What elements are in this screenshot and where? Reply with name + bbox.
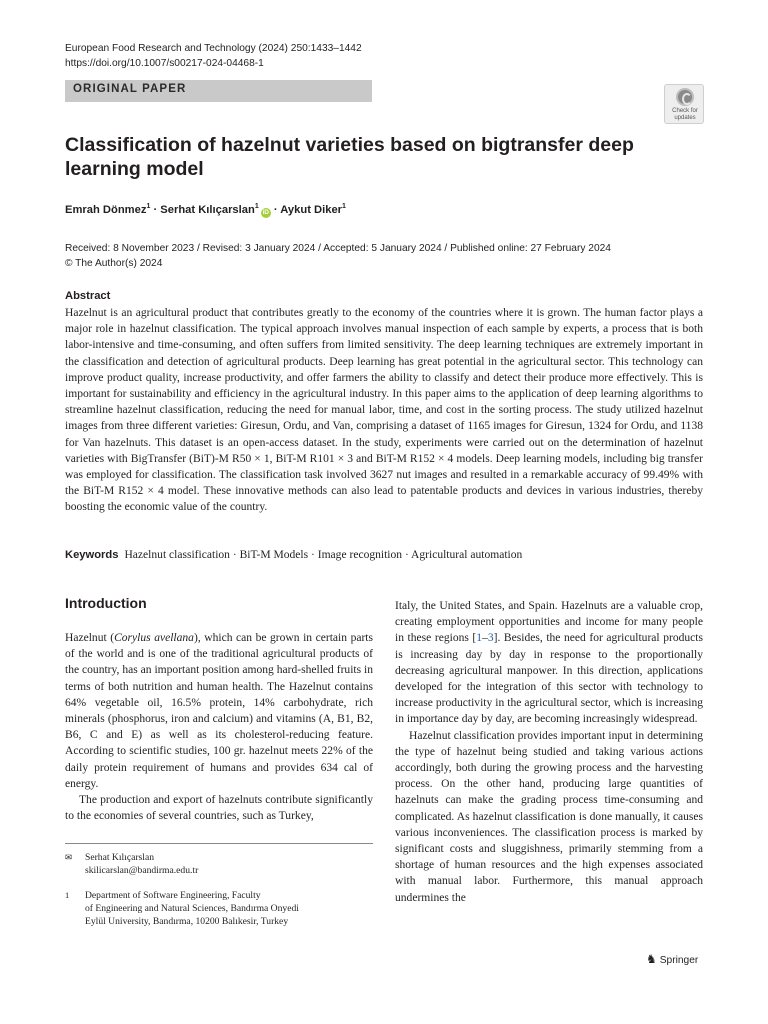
author-name[interactable]: Serhat Kılıçarslan	[160, 204, 255, 216]
reference-link-3[interactable]: 3	[487, 632, 494, 645]
author-name[interactable]: Emrah Dönmez	[65, 204, 147, 216]
keywords-label: Keywords	[65, 549, 119, 561]
journal-header	[65, 41, 362, 71]
journal-citation: European Food Research and Technology (2024) 250:1433–1442	[65, 43, 362, 54]
left-column	[65, 630, 373, 824]
orcid-icon[interactable]: iD	[262, 209, 269, 216]
affiliation-mark: 1	[146, 203, 151, 210]
article-type-label: ORIGINAL PAPER	[73, 83, 187, 95]
author-separator: ·	[273, 204, 278, 216]
affiliation-mark: 1	[254, 203, 259, 210]
abstract-text: Hazelnut is an agricultural product that contributes greatly to the economy of the countries where it is grown. The human factor plays a major role in hazelnut classification. The typical approach involves manual inspection of each sample by experts, a process that is both labor-intensive and time-consuming, and often suffers from limited sensitivity. The deep learning techniques are extremely important in the classification and detection of agricultural products. Deep learning has great potential in the agricultural sector. This technology can improve product quality, increase productivity, and offer farmers the ability to classify and detect their produce more effectively. This is important for sustainability and efficiency in the agricultural industry. In this paper aims to the application of deep learning algorithms to streamline hazelnut classification, reducing the need for manual labor, time, and cost in the sorting process. The study utilized hazelnut images from three different varieties: Giresun, Ordu, and Van, comprising a dataset of 1165 images for Giresun, 1324 for Ordu, and 1138 for Van hazelnuts. This dataset is an open-access dataset. In the study, experiments were carried out on the determination of hazelnut varieties with BigTransfer (BiT)-M R50 × 1, BiT-M R101 × 3 and BiT-M R152 × 4 models. Deep learning models, including big transfer was employed for classification. The classification task involved 3627 nut images and resulted in a remarkable accuracy of 99.49% with the BiT-M R152 × 4 model. These innovative methods can also lead to patentable products and devices in various industries, thereby boosting the economic value of the country.	[65, 307, 703, 514]
doi-link[interactable]: https://doi.org/10.1007/s00217-024-04468-1	[65, 58, 264, 69]
publication-dates: Received: 8 November 2023 / Revised: 3 January 2024 / Accepted: 5 January 2024 / Published online: 27 February 2024	[65, 243, 611, 254]
corresponding-author-email[interactable]: skilicarslan@bandirma.edu.tr	[85, 865, 199, 876]
corresponding-author-footnote	[65, 851, 198, 877]
article-history	[65, 241, 611, 271]
author-list	[65, 203, 346, 218]
check-for-updates-badge[interactable]	[664, 84, 704, 124]
intro-paragraph-2: The production and export of hazelnuts contribute significantly to the economies of several countries, such as Turkey,	[65, 794, 373, 823]
author-name[interactable]: Aykut Diker	[280, 204, 343, 216]
copyright-line: © The Author(s) 2024	[65, 258, 163, 269]
check-for-updates-text: Check for updates	[672, 108, 698, 121]
intro-paragraph-3: Italy, the United States, and Spain. Hazelnuts are a valuable crop, creating employment opportunities and income for many people in these regions [1–3]. Besides, the need for agricultural products is increasing day by day in response to the proportionally decreasing agricultural manpower. In this direction, applications developed for the integration of this sector with technology to increase productivity in the agricultural sector, which is increasing in importance day by day, are becoming increasingly widespread.	[395, 600, 703, 726]
affiliation-number: 1	[65, 890, 70, 900]
update-icon	[676, 88, 694, 106]
introduction-heading: Introduction	[65, 595, 147, 611]
keywords-line	[65, 549, 705, 561]
publisher-logo	[646, 952, 698, 966]
keywords-text: Hazelnut classification · BiT-M Models · Image recognition · Agricultural automation	[124, 549, 523, 561]
article-type-banner	[65, 80, 372, 102]
publisher-name: Springer	[659, 955, 699, 966]
intro-paragraph-1: Hazelnut (Corylus avellana), which can be grown in certain parts of the world and is one of the traditional agricultural products of the country, has an important position among hard-shelled fruits in terms of both nutrition and human health. The Hazelnut contains 64% vegetable oil, 16.5% protein, 14% carbohydrate, rich minerals (phosphorus, iron and calcium) and vitamins (A, B1, B2, B6, C and E) as well as its cholesterol-reducing feature. According to scientific studies, 100 gr. hazelnut meets 22% of the daily protein requirement of humans and provides 634 cal of energy.	[65, 632, 374, 790]
right-column	[395, 598, 703, 906]
abstract-heading: Abstract	[65, 290, 111, 302]
author-separator: ·	[153, 204, 158, 216]
reference-link-1[interactable]: 1	[476, 632, 483, 645]
affiliation-mark: 1	[342, 203, 346, 210]
paper-title: Classification of hazelnut varieties based on bigtransfer deep learning model	[65, 134, 634, 180]
corresponding-author-name: Serhat Kılıçarslan	[85, 852, 154, 863]
envelope-icon: ✉	[65, 852, 73, 862]
springer-horse-icon: ♞	[646, 952, 657, 966]
species-name: Corylus avellana	[114, 632, 194, 644]
affiliation-footnote: 1 Department of Software Engineering, Faculty of Engineering and Natural Sciences, Bandırma Onyedi Eylül University, Bandırma, 10200 Balıkesir, Turkey	[65, 890, 299, 927]
footnote-divider	[65, 843, 373, 844]
intro-paragraph-4: Hazelnut classification provides important input in determining the type of hazelnut being studied and taking various actions accordingly, both during the growing process and the harvesting process. On the other hand, producing large quantities of hazelnuts can make the grading process time-consuming and complicated. As hazelnut classification is done manually, it causes various inconveniences. The classification process is marked by significant costs and sluggishness, primarily stemming from a shortage of human resources and the high expenses associated with manual labor. Furthermore, this manual approach undermines the	[395, 729, 703, 904]
